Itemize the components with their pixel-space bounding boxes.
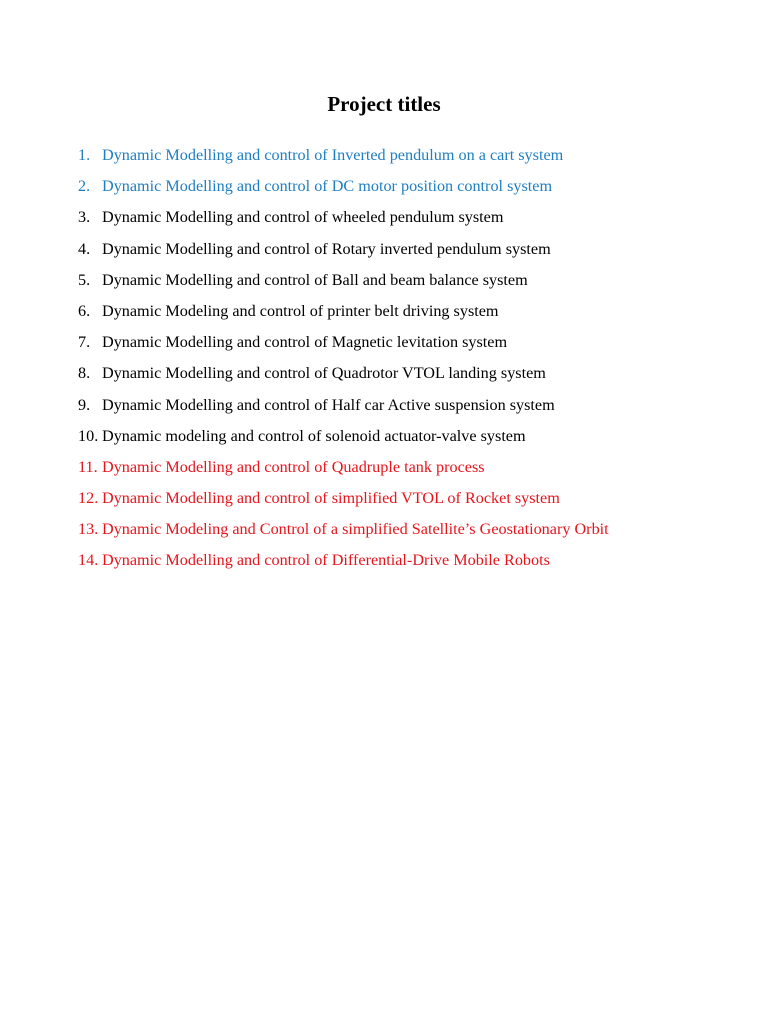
project-list <box>78 140 758 577</box>
list-item-number: 6. <box>78 301 91 320</box>
list-item <box>78 358 758 389</box>
list-item-text: Dynamic Modelling and control of Rotary inverted pendulum system <box>102 239 551 258</box>
list-item <box>78 265 758 296</box>
list-item-text: Dynamic Modelling and control of Ball and beam balance system <box>102 270 528 289</box>
list-item <box>78 483 758 514</box>
list-item-number: 1. <box>78 146 91 164</box>
list-item-text: Dynamic Modelling and control of DC motor position control system <box>102 177 553 196</box>
list-item-number: 8. <box>78 364 91 383</box>
list-item-text: Dynamic modeling and control of solenoid actuator-valve system <box>102 426 526 445</box>
list-item <box>78 327 758 358</box>
page-title: Project titles <box>327 92 441 116</box>
list-item <box>78 514 758 545</box>
list-item-number: 3. <box>78 208 91 227</box>
list-item <box>78 234 758 265</box>
list-item <box>78 452 758 483</box>
list-item-number: 7. <box>78 333 91 352</box>
list-item-text: Dynamic Modelling and control of Quadruple tank process <box>102 457 485 476</box>
list-item-number: 11. <box>78 457 98 476</box>
list-item-text: Dynamic Modelling and control of Quadrotor VTOL landing system <box>102 364 546 383</box>
list-item-number: 5. <box>78 270 91 289</box>
list-item-number: 13. <box>78 520 99 539</box>
list-item <box>78 296 758 327</box>
list-item <box>78 421 758 452</box>
list-item-text: Dynamic Modeling and control of printer belt driving system <box>102 301 499 320</box>
list-item-number: 10. <box>78 426 99 445</box>
list-item <box>78 545 758 576</box>
list-item-number: 9. <box>78 395 91 414</box>
list-item-text: Dynamic Modelling and control of wheeled pendulum system <box>102 208 504 227</box>
list-item-number: 12. <box>78 489 99 508</box>
list-item <box>78 171 758 202</box>
list-item-text: Dynamic Modeling and Control of a simplified Satellite’s Geostationary Orbit <box>102 520 609 539</box>
list-item-number: 14. <box>78 551 99 570</box>
list-item-text: Dynamic Modelling and control of Magnetic levitation system <box>102 333 508 352</box>
list-item-number: 2. <box>78 177 91 196</box>
list-item <box>78 202 758 233</box>
list-item <box>78 140 758 171</box>
list-item-number: 4. <box>78 239 91 258</box>
list-item-text: Dynamic Modelling and control of Half car Active suspension system <box>102 395 555 414</box>
list-item <box>78 390 758 421</box>
list-item-text: Dynamic Modelling and control of Differential-Drive Mobile Robots <box>102 551 550 570</box>
list-item-text: Dynamic Modelling and control of Inverted pendulum on a cart system <box>102 146 564 164</box>
list-item-text: Dynamic Modelling and control of simplified VTOL of Rocket system <box>102 489 560 508</box>
